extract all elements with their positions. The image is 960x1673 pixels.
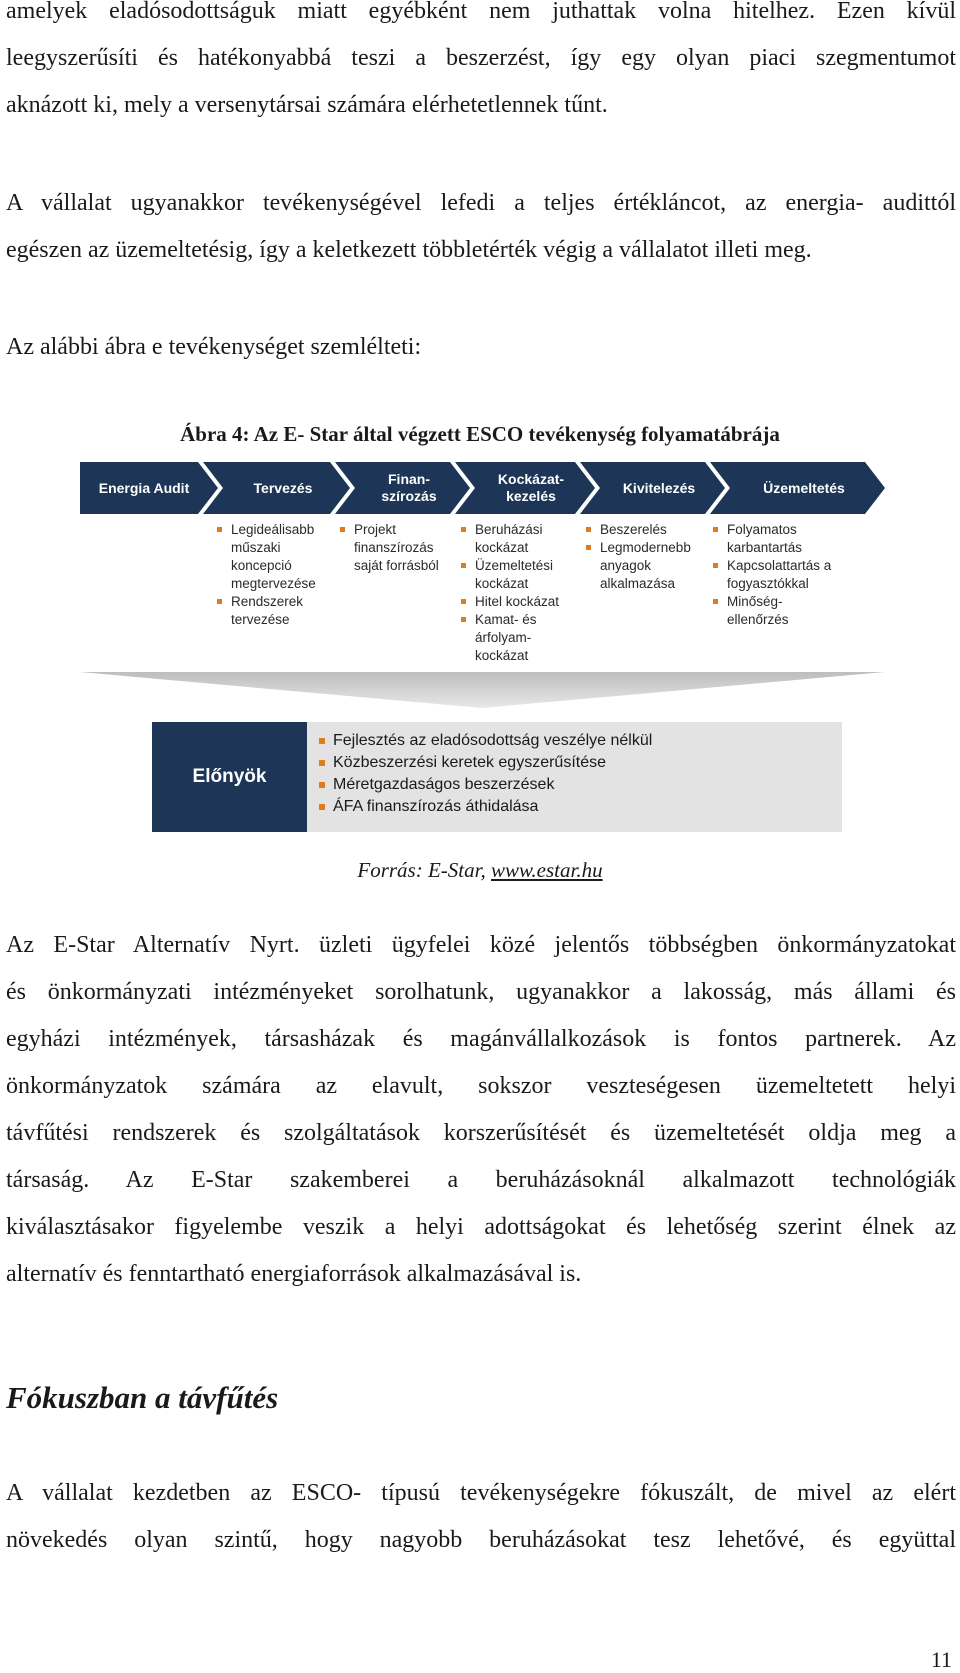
paragraph-4 — [6, 922, 956, 1298]
list-item: Rendszerek tervezése — [216, 593, 336, 629]
step-label-tervezes: Tervezés — [253, 479, 313, 496]
process-diagram — [80, 462, 885, 832]
list-item: Legideálisabb műszaki koncepció megtervezése — [216, 521, 336, 593]
list-item: Legmodernebb anyagok alkalmazása — [585, 539, 707, 593]
text-line: önkormányzatok számára az elavult, sokszor veszteségesen üzemeltetett helyi — [6, 1073, 956, 1099]
list-item: Folyamatos karbantartás — [712, 521, 842, 557]
section-heading: Fókuszban a távfűtés — [6, 1380, 279, 1415]
text-line: Az alábbi ábra e tevékenységet szemlélteti: — [6, 334, 422, 360]
text-line: A vállalat kezdetben az ESCO- típusú tevékenységekre fókuszált, de mivel az elért — [6, 1480, 956, 1506]
step-label-uzemeltetes: Üzemeltetés — [763, 479, 845, 496]
step-label-finanszirozas: Finan- szírozás — [381, 471, 437, 504]
step-label-kockazatkezeles: Kockázat- kezelés — [497, 471, 565, 504]
text-line: egészen az üzemeltetésig, így a keletkezett többletérték végig a vállalatot illeti meg. — [6, 237, 812, 263]
text-line: amelyek eladósodottságuk miatt egyébként nem juthattak volna hitelhez. Ezen kívül — [6, 0, 956, 24]
benefits-label: Előnyök — [152, 722, 307, 832]
source-link[interactable]: www.estar.hu — [490, 858, 603, 882]
list-item: Projekt finanszírozás saját forrásból — [339, 521, 449, 575]
funnel-arrow — [80, 672, 885, 708]
paragraph-2 — [6, 180, 956, 274]
list-item: Kapcsolattartás a fogyasztókkal — [712, 557, 842, 593]
text-line: kiválasztásakor figyelembe veszik a helyi adottságokat és lehetőség szerint élnek az — [6, 1214, 956, 1240]
list-item: Beruházási kockázat — [460, 521, 578, 557]
step-items-uzemeltetes — [712, 521, 842, 629]
benefits-box — [152, 722, 842, 832]
list-item: Üzemeltetési kockázat — [460, 557, 578, 593]
text-line: társaság. Az E-Star szakemberei a beruházásoknál alkalmazott technológiák — [6, 1167, 956, 1193]
figure-title: Ábra 4: Az E- Star által végzett ESCO tevékenység folyamatábrája — [180, 422, 780, 446]
list-item: Hitel kockázat — [460, 593, 578, 611]
paragraph-3 — [6, 324, 956, 371]
figure-source — [0, 858, 960, 883]
text-line: távfűtési rendszerek és szolgáltatások korszerűsítését és üzemeltetését oldja meg a — [6, 1120, 956, 1146]
step-items-tervezes — [216, 521, 336, 629]
benefits-list — [307, 722, 842, 832]
text-line: növekedés olyan szintű, hogy nagyobb beruházásokat tesz lehetővé, és együttal — [6, 1527, 956, 1553]
step-label-kivitelezes: Kivitelezés — [622, 479, 696, 496]
text-line: és önkormányzati intézményeket sorolhatunk, ugyanakkor a lakosság, más állami és — [6, 979, 956, 1005]
source-prefix: Forrás: E-Star, — [357, 858, 491, 882]
text-line: aknázott ki, mely a versenytársai számára elérhetetlennek tűnt. — [6, 92, 608, 118]
list-item: Minőség-ellenőrzés — [712, 593, 842, 629]
step-items-kockazatkezeles — [460, 521, 578, 665]
text-line: egyházi intézmények, társasházak és magánvállalkozások is fontos partnerek. Az — [6, 1026, 956, 1052]
list-item: Közbeszerzési keretek egyszerűsítése — [317, 752, 842, 774]
text-line: A vállalat ugyanakkor tevékenységével lefedi a teljes értékláncot, az energia- audittól — [6, 190, 956, 216]
list-item: Beszerelés — [585, 521, 707, 539]
paragraph-5 — [6, 1470, 956, 1564]
list-item: Méretgazdaságos beszerzések — [317, 774, 842, 796]
step-items-finanszirozas — [339, 521, 449, 575]
text-line: Az E-Star Alternatív Nyrt. üzleti ügyfelei közé jelentős többségben önkormányzatokat — [6, 932, 956, 958]
text-line: leegyszerűsíti és hatékonyabbá teszi a beszerzést, így egy olyan piaci szegmentumot — [6, 45, 956, 71]
page-number: 11 — [930, 1647, 952, 1672]
paragraph-1 — [6, 0, 956, 129]
step-items-kivitelezes — [585, 521, 707, 593]
step-label-energia-audit: Energia Audit — [98, 479, 190, 496]
list-item: Kamat- és árfolyam-kockázat — [460, 611, 578, 665]
list-item: ÁFA finanszírozás áthidalása — [317, 796, 842, 818]
text-line: alternatív és fenntartható energiaforrások alkalmazásával is. — [6, 1261, 582, 1287]
list-item: Fejlesztés az eladósodottság veszélye nélkül — [317, 730, 842, 752]
